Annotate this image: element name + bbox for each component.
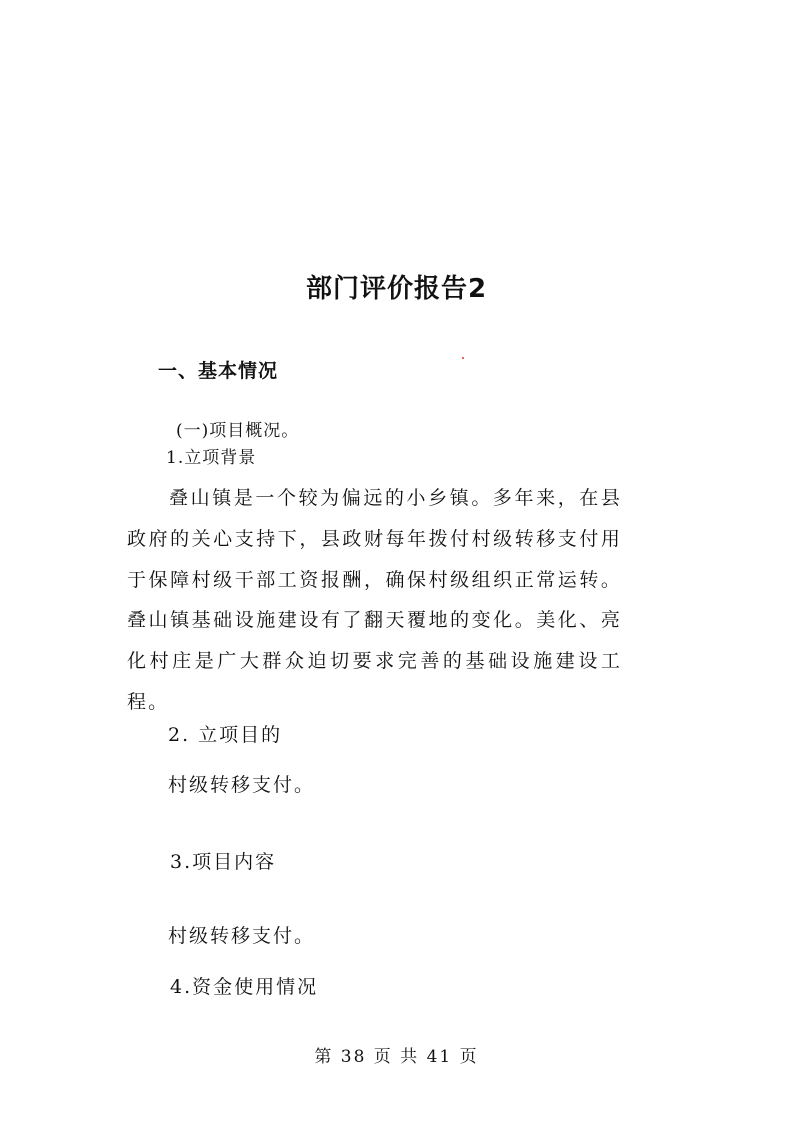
item-1-heading: 1.立项背景 (166, 448, 257, 468)
item-3-body: 村级转移支付。 (168, 925, 316, 947)
item-3-heading: 3.项目内容 (170, 851, 277, 873)
stray-mark (462, 357, 464, 359)
section-heading: 一、基本情况 (158, 360, 279, 382)
item-2-body: 村级转移支付。 (168, 774, 316, 796)
item-2-heading: 2. 立项目的 (168, 724, 283, 746)
item-1-body: 叠山镇是一个较为偏远的小乡镇。多年来，在县政府的关心支持下，县政财每年拨付村级转移支付用于保障村级干部工资报酬，确保村级组织正常运转。叠山镇基础设施建设有了翻天覆地的变化。美化、亮化村庄是广大群众迫切要求完善的基础设施建设工程。 (127, 487, 622, 713)
item-4-heading: 4.资金使用情况 (170, 976, 319, 998)
page-footer: 第 38 页 共 41 页 (314, 1047, 479, 1067)
subsection-heading: (一)项目概况。 (176, 421, 300, 441)
document-title: 部门评价报告2 (305, 274, 488, 304)
